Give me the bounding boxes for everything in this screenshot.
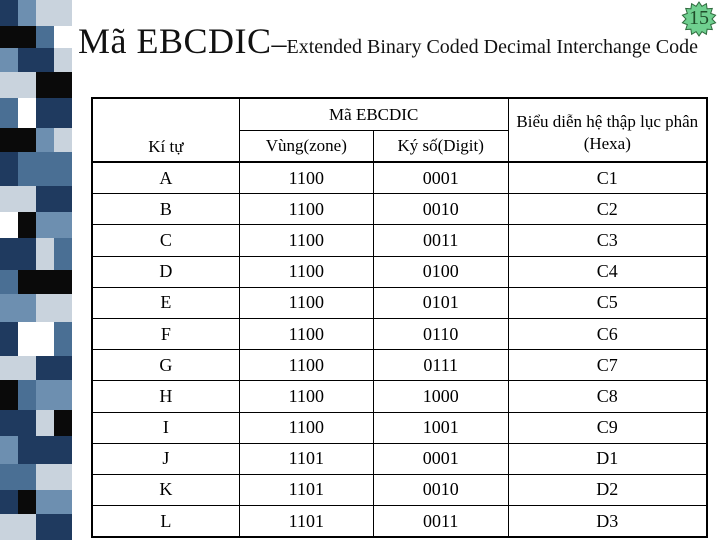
stripe-block	[0, 0, 18, 26]
title-separator: –	[271, 27, 287, 60]
stripe-block	[18, 322, 54, 356]
cell-hex: D2	[508, 474, 707, 505]
table-row	[92, 225, 707, 256]
cell-digit: 0100	[373, 256, 508, 287]
ebcdic-table	[91, 97, 708, 538]
cell-hex: C2	[508, 194, 707, 225]
stripe-block	[0, 152, 18, 186]
cell-hex: C7	[508, 350, 707, 381]
stripe-block	[54, 238, 72, 270]
cell-hex: C3	[508, 225, 707, 256]
stripe-block	[18, 270, 72, 294]
stripe-block	[36, 294, 72, 322]
stripe-block	[36, 410, 54, 436]
stripe-block	[0, 186, 36, 212]
stripe-block	[36, 26, 54, 48]
table-row	[92, 381, 707, 412]
cell-digit: 0001	[373, 162, 508, 194]
stripe-block	[36, 72, 72, 98]
stripe-block	[36, 356, 72, 380]
stripe-block	[36, 212, 72, 238]
cell-char: H	[92, 381, 239, 412]
cell-digit: 0001	[373, 443, 508, 474]
stripe-block	[18, 98, 36, 128]
header-ebcdic-group: Mã EBCDIC	[239, 98, 508, 131]
stripe-block	[36, 0, 72, 26]
stripe-block	[0, 410, 36, 436]
stripe-block	[0, 212, 18, 238]
cell-hex: C6	[508, 318, 707, 349]
cell-digit: 0111	[373, 350, 508, 381]
cell-zone: 1100	[239, 225, 373, 256]
table-row	[92, 412, 707, 443]
stripe-block	[36, 490, 72, 514]
cell-digit: 0110	[373, 318, 508, 349]
table-row	[92, 350, 707, 381]
stripe-block	[36, 380, 72, 410]
cell-zone: 1100	[239, 287, 373, 318]
cell-digit: 0101	[373, 287, 508, 318]
stripe-block	[36, 186, 72, 212]
table-row	[92, 256, 707, 287]
header-zone: Vùng(zone)	[239, 131, 373, 163]
table-row	[92, 443, 707, 474]
decorative-stripe	[0, 0, 72, 540]
cell-hex: C5	[508, 287, 707, 318]
table-row	[92, 474, 707, 505]
stripe-block	[36, 238, 54, 270]
stripe-block	[0, 514, 36, 540]
cell-digit: 1000	[373, 381, 508, 412]
cell-char: I	[92, 412, 239, 443]
cell-zone: 1100	[239, 194, 373, 225]
table-row	[92, 318, 707, 349]
cell-hex: D3	[508, 506, 707, 538]
cell-char: C	[92, 225, 239, 256]
cell-hex: C9	[508, 412, 707, 443]
page-title	[78, 20, 698, 62]
table-row	[92, 162, 707, 194]
stripe-block	[36, 98, 72, 128]
stripe-block	[54, 322, 72, 356]
stripe-block	[0, 464, 36, 490]
table-row	[92, 287, 707, 318]
cell-hex: C8	[508, 381, 707, 412]
cell-digit: 0011	[373, 225, 508, 256]
stripe-block	[0, 380, 18, 410]
cell-char: G	[92, 350, 239, 381]
cell-char: L	[92, 506, 239, 538]
slide-number: 15	[689, 7, 709, 29]
cell-zone: 1101	[239, 474, 373, 505]
cell-zone: 1100	[239, 350, 373, 381]
cell-zone: 1101	[239, 443, 373, 474]
cell-zone: 1100	[239, 381, 373, 412]
cell-digit: 0010	[373, 194, 508, 225]
stripe-block	[36, 128, 54, 152]
stripe-block	[54, 410, 72, 436]
table-row	[92, 506, 707, 538]
stripe-block	[18, 212, 36, 238]
stripe-block	[36, 514, 72, 540]
cell-char: J	[92, 443, 239, 474]
cell-char: B	[92, 194, 239, 225]
stripe-block	[54, 26, 72, 48]
title-subtitle: Extended Binary Coded Decimal Interchange Code	[286, 36, 699, 58]
title-main: Mã EBCDIC	[78, 21, 272, 61]
header-hex: Biểu diễn hệ thập lục phân (Hexa)	[508, 98, 707, 162]
stripe-block	[0, 490, 18, 514]
stripe-block	[18, 436, 72, 464]
stripe-block	[0, 356, 36, 380]
table-row	[92, 194, 707, 225]
stripe-block	[18, 490, 36, 514]
stripe-block	[18, 0, 36, 26]
cell-digit: 0011	[373, 506, 508, 538]
stripe-block	[0, 98, 18, 128]
stripe-block	[54, 48, 72, 72]
stripe-block	[0, 128, 36, 152]
cell-zone: 1100	[239, 162, 373, 194]
cell-zone: 1100	[239, 318, 373, 349]
cell-char: K	[92, 474, 239, 505]
cell-char: F	[92, 318, 239, 349]
stripe-block	[0, 270, 18, 294]
header-char: Kí tự	[92, 98, 239, 162]
cell-digit: 1001	[373, 412, 508, 443]
stripe-block	[0, 436, 18, 464]
stripe-block	[0, 26, 36, 48]
stripe-block	[0, 48, 18, 72]
stripe-block	[0, 72, 36, 98]
stripe-block	[0, 322, 18, 356]
cell-zone: 1100	[239, 256, 373, 287]
cell-zone: 1101	[239, 506, 373, 538]
stripe-block	[36, 464, 72, 490]
stripe-block	[18, 380, 36, 410]
header-digit: Ký số(Digit)	[397, 136, 484, 155]
cell-digit: 0010	[373, 474, 508, 505]
stripe-block	[54, 128, 72, 152]
stripe-block	[18, 152, 72, 186]
cell-hex: D1	[508, 443, 707, 474]
cell-char: E	[92, 287, 239, 318]
cell-char: A	[92, 162, 239, 194]
stripe-block	[18, 48, 54, 72]
cell-char: D	[92, 256, 239, 287]
stripe-block	[0, 238, 36, 270]
cell-hex: C1	[508, 162, 707, 194]
cell-hex: C4	[508, 256, 707, 287]
stripe-block	[0, 294, 36, 322]
table-body	[92, 162, 707, 537]
cell-zone: 1100	[239, 412, 373, 443]
